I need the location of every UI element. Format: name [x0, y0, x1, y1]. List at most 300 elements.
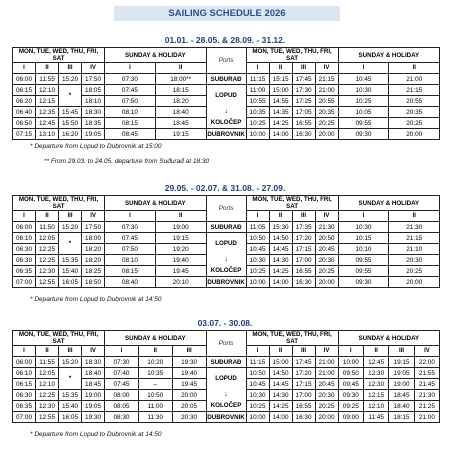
time-cell: 10:45 — [246, 244, 269, 255]
time-cell: 19:15 — [155, 233, 206, 244]
time-cell: 17:05 — [292, 107, 315, 118]
time-cell: 11:50 — [36, 222, 59, 233]
weekday-header-left: MON, TUE, WED, THU, FRI, SAT — [13, 196, 105, 211]
time-cell: 14:45 — [269, 379, 292, 390]
section-title: 03.07. - 30.08. — [197, 318, 253, 328]
table-row — [13, 118, 440, 129]
ports-header: Ports — [206, 331, 246, 357]
time-cell: 11:00 — [138, 401, 172, 412]
time-cell: 12:30 — [363, 368, 388, 379]
time-cell: 21:00 — [389, 74, 440, 85]
table-row — [13, 233, 440, 244]
section-title: 01.01. - 28.05. & 28.09. - 31.12. — [164, 35, 286, 45]
time-cell: 10:25 — [338, 96, 389, 107]
time-cell: 06:30 — [13, 244, 36, 255]
time-cell: 20:35 — [315, 107, 338, 118]
time-cell: 19:05 — [82, 129, 105, 140]
footnote-marker: * — [59, 85, 82, 107]
time-cell: 10:50 — [246, 233, 269, 244]
time-cell: 09:50 — [338, 368, 363, 379]
time-cell: 12:25 — [36, 390, 59, 401]
time-cell: 09:00 — [338, 412, 363, 423]
departure-number: II — [363, 346, 388, 357]
departure-number: IV — [82, 211, 105, 222]
time-cell: 18:05 — [82, 85, 105, 96]
departure-number: III — [59, 346, 82, 357]
time-cell: 08:00 — [105, 390, 139, 401]
departure-number: I — [105, 211, 156, 222]
time-cell: 08:40 — [105, 277, 156, 288]
time-cell: 20:45 — [315, 379, 338, 390]
time-cell: 10:00 — [246, 277, 269, 288]
time-cell: 12:05 — [36, 233, 59, 244]
time-cell: 16:55 — [292, 118, 315, 129]
departure-number: II — [36, 63, 59, 74]
time-cell: 21:45 — [414, 379, 439, 390]
port-kolocep: KOLOČEP — [206, 401, 246, 412]
time-cell: 14:50 — [269, 233, 292, 244]
weekday-header-left: MON, TUE, WED, THU, FRI, SAT — [13, 331, 105, 346]
time-cell: 10:50 — [246, 368, 269, 379]
departure-number: III — [292, 346, 315, 357]
time-cell: 17:30 — [292, 85, 315, 96]
time-cell: 20:00 — [172, 390, 206, 401]
time-cell: 21:15 — [389, 85, 440, 96]
table-row — [13, 107, 440, 118]
departure-number: II — [269, 346, 292, 357]
time-cell: 14:55 — [269, 96, 292, 107]
footnote: * Departure from Lopud to Dubrovnik at 14:50 — [30, 296, 162, 303]
time-cell: 17:15 — [292, 244, 315, 255]
time-cell: 07:45 — [105, 85, 156, 96]
time-cell: 06:40 — [13, 107, 36, 118]
time-cell: 09:25 — [338, 401, 363, 412]
departure-number: I — [13, 346, 36, 357]
time-cell: 21:25 — [414, 401, 439, 412]
table-row — [13, 401, 440, 412]
time-cell: 18:45 — [389, 390, 414, 401]
time-cell: 18:15 — [389, 412, 414, 423]
time-cell: 11:15 — [246, 74, 269, 85]
table-row — [13, 85, 440, 96]
time-cell: 21:10 — [389, 244, 440, 255]
time-cell: 11:30 — [138, 412, 172, 423]
time-cell: 07:45 — [105, 233, 156, 244]
time-cell: 18:45 — [155, 118, 206, 129]
time-cell: 20:55 — [315, 96, 338, 107]
time-cell: 08:10 — [105, 255, 156, 266]
time-cell: 19:15 — [155, 129, 206, 140]
time-cell: 10:20 — [138, 357, 172, 368]
weekend-header-right: SUNDAY & HOLIDAY — [338, 196, 440, 211]
departure-number: II — [269, 211, 292, 222]
time-cell: 21:15 — [389, 233, 440, 244]
departure-number: III — [292, 63, 315, 74]
page-title: SAILING SCHEDULE 2026 — [114, 6, 340, 21]
time-cell: 12:10 — [36, 379, 59, 390]
time-cell: 06:30 — [13, 255, 36, 266]
departure-number: I — [105, 346, 139, 357]
header-row — [13, 331, 440, 346]
time-cell: 06:10 — [13, 233, 36, 244]
time-cell: 16:30 — [292, 277, 315, 288]
time-cell: 15:35 — [59, 390, 82, 401]
time-cell: 20:30 — [389, 255, 440, 266]
time-cell: 09:30 — [338, 129, 389, 140]
time-cell: 09:55 — [338, 266, 389, 277]
time-cell: 08:10 — [105, 107, 156, 118]
departure-number: IV — [82, 346, 105, 357]
port-lopud: LOPUD — [206, 233, 246, 255]
time-cell: 19:20 — [155, 244, 206, 255]
time-cell: 19:15 — [389, 357, 414, 368]
time-cell: 19:30 — [82, 412, 105, 423]
table-row — [13, 255, 440, 266]
footnote: * Departure from Lopud to Dubrovnik at 14:50 — [30, 431, 162, 438]
time-cell: 14:00 — [269, 412, 292, 423]
port-dubrovnik: DUBROVNIK — [207, 413, 245, 421]
time-cell: 09:55 — [338, 118, 389, 129]
time-cell: 07:40 — [105, 368, 139, 379]
time-cell: 17:00 — [292, 390, 315, 401]
time-cell: 17:45 — [292, 357, 315, 368]
time-cell: 11:00 — [246, 85, 269, 96]
time-cell: 14:50 — [269, 368, 292, 379]
time-cell: 18:00 — [82, 233, 105, 244]
time-cell: 10:30 — [246, 390, 269, 401]
time-cell: 21:55 — [414, 368, 439, 379]
time-cell: 10:35 — [246, 107, 269, 118]
time-cell: 15:00 — [269, 357, 292, 368]
time-cell: 15:45 — [59, 107, 82, 118]
header-row — [13, 196, 440, 211]
departure-number: I — [13, 63, 36, 74]
table-row — [13, 266, 440, 277]
time-cell: 10:30 — [338, 85, 389, 96]
time-cell: 09:30 — [338, 390, 363, 401]
time-cell: 19:40 — [172, 368, 206, 379]
time-cell: 15:40 — [59, 266, 82, 277]
time-cell: 06:00 — [13, 74, 36, 85]
time-cell: 14:25 — [269, 401, 292, 412]
footnote: ** From 29.03. to 24.05. departure from Suđurađ at 18:30 — [44, 158, 210, 165]
time-cell: 21:00 — [315, 357, 338, 368]
departure-number: III — [59, 211, 82, 222]
time-cell: 20:00 — [315, 129, 338, 140]
footnote-marker: * — [59, 368, 82, 390]
time-cell: 20:55 — [389, 96, 440, 107]
section-title: 29.05. - 02.07. & 31.08. - 27.09. — [164, 183, 286, 193]
table-row — [13, 129, 440, 140]
time-cell: 19:05 — [389, 368, 414, 379]
time-cell: 12:45 — [363, 357, 388, 368]
time-cell: 15:20 — [59, 74, 82, 85]
port-kolocep: KOLOČEP — [206, 118, 246, 129]
departure-number: III — [389, 346, 414, 357]
time-cell: 20:00 — [389, 277, 440, 288]
weekday-header-right: MON, TUE, WED, THU, FRI, SAT — [246, 331, 338, 346]
time-cell: 19:00 — [82, 390, 105, 401]
time-cell: 07:15 — [13, 129, 36, 140]
time-cell: 09:55 — [338, 255, 389, 266]
time-cell: 17:50 — [82, 74, 105, 85]
footnote-marker: * — [59, 233, 82, 255]
time-cell: 07:30 — [105, 222, 156, 233]
time-cell: 17:15 — [292, 379, 315, 390]
time-cell: 11:05 — [246, 222, 269, 233]
timetable — [12, 195, 440, 288]
departure-number: II — [155, 211, 206, 222]
time-cell: 10:00 — [246, 129, 269, 140]
time-cell: 20:05 — [172, 401, 206, 412]
time-cell: 10:55 — [246, 96, 269, 107]
departure-number: III — [292, 211, 315, 222]
time-cell: 10:35 — [138, 368, 172, 379]
time-cell: 20:25 — [315, 118, 338, 129]
time-cell: 21:00 — [315, 85, 338, 96]
departure-number: I — [338, 63, 389, 74]
port-lopud: LOPUD — [206, 368, 246, 390]
time-cell: 14:30 — [269, 255, 292, 266]
time-cell: 10:45 — [338, 74, 389, 85]
time-cell: 19:45 — [155, 266, 206, 277]
time-cell: 16:30 — [292, 412, 315, 423]
header-row — [13, 48, 440, 63]
table-row — [13, 74, 440, 85]
departure-number: III — [172, 346, 206, 357]
time-cell: 16:30 — [292, 129, 315, 140]
port-sudurad: SUĐURAĐ — [206, 74, 246, 85]
time-cell: 21:00 — [414, 412, 439, 423]
departure-number: II — [138, 346, 172, 357]
time-cell: 06:00 — [13, 357, 36, 368]
departure-number: I — [246, 63, 269, 74]
time-cell: 14:00 — [269, 277, 292, 288]
table-row — [13, 222, 440, 233]
time-cell: 11:55 — [36, 74, 59, 85]
time-cell: 10:00 — [246, 412, 269, 423]
time-cell: 20:30 — [315, 390, 338, 401]
time-cell: 18:40 — [82, 368, 105, 379]
time-cell: 12:30 — [36, 266, 59, 277]
time-cell: 13:10 — [36, 129, 59, 140]
weekday-header-right: MON, TUE, WED, THU, FRI, SAT — [246, 196, 338, 211]
time-cell: 08:15 — [105, 266, 156, 277]
time-cell: 14:00 — [269, 129, 292, 140]
time-cell: 12:55 — [36, 412, 59, 423]
time-cell: 20:00 — [315, 277, 338, 288]
time-cell: 12:30 — [363, 379, 388, 390]
port-sudurad: SUĐURAĐ — [206, 357, 246, 368]
time-cell: 14:25 — [269, 266, 292, 277]
departure-number: II — [389, 211, 440, 222]
time-cell: 17:25 — [292, 96, 315, 107]
table-row — [13, 412, 440, 423]
time-cell: 06:15 — [13, 379, 36, 390]
time-cell: 18:40 — [155, 107, 206, 118]
time-cell: 10:25 — [246, 266, 269, 277]
time-cell: 22:00 — [414, 357, 439, 368]
down-arrow-icon: ↓ — [206, 107, 246, 118]
time-cell: 12:30 — [36, 401, 59, 412]
departure-number: IV — [315, 63, 338, 74]
time-cell: 15:20 — [59, 357, 82, 368]
time-cell: 06:20 — [13, 96, 36, 107]
time-cell: 12:15 — [363, 390, 388, 401]
time-cell: 12:05 — [36, 368, 59, 379]
departure-number: I — [246, 346, 269, 357]
timetable — [12, 330, 440, 423]
time-cell: 18:15 — [155, 85, 206, 96]
time-cell: 07:00 — [13, 277, 36, 288]
time-cell: 07:50 — [105, 96, 156, 107]
time-cell: 17:45 — [292, 74, 315, 85]
weekday-header-right: MON, TUE, WED, THU, FRI, SAT — [246, 48, 338, 63]
time-cell: 18:25 — [82, 266, 105, 277]
port-kolocep: KOLOČEP — [206, 266, 246, 277]
time-cell: 15:30 — [269, 222, 292, 233]
time-cell: 20:00 — [315, 412, 338, 423]
time-cell: 20:45 — [315, 244, 338, 255]
departure-number: I — [13, 211, 36, 222]
time-cell: 08:30 — [105, 412, 139, 423]
time-cell: 06:10 — [13, 368, 36, 379]
time-cell: 14:30 — [269, 390, 292, 401]
time-cell: 16:05 — [59, 277, 82, 288]
time-cell: 12:45 — [36, 118, 59, 129]
weekend-header-left: SUNDAY & HOLIDAY — [105, 48, 207, 63]
time-cell: 07:30 — [105, 357, 139, 368]
time-cell: 20:00 — [389, 129, 440, 140]
time-cell: 21:30 — [389, 222, 440, 233]
time-cell: 17:20 — [292, 233, 315, 244]
time-cell: 07:45 — [105, 379, 139, 390]
departure-number: II — [155, 63, 206, 74]
time-cell: 15:00 — [269, 85, 292, 96]
time-cell: 10:00 — [338, 357, 363, 368]
time-cell: 06:35 — [13, 266, 36, 277]
time-cell: 18:40 — [389, 401, 414, 412]
departure-number: IV — [414, 346, 439, 357]
time-cell: 20:10 — [155, 277, 206, 288]
time-cell: 12:10 — [36, 85, 59, 96]
time-cell: 10:25 — [246, 118, 269, 129]
table-row — [13, 390, 440, 401]
time-cell: 18:35 — [82, 118, 105, 129]
ports-header: Ports — [206, 48, 246, 74]
time-cell: 12:25 — [36, 255, 59, 266]
departure-number: IV — [315, 346, 338, 357]
time-cell: 20:25 — [315, 266, 338, 277]
time-cell: 20:30 — [315, 255, 338, 266]
time-cell: 17:20 — [292, 368, 315, 379]
time-cell: 10:45 — [246, 379, 269, 390]
time-cell: 15:20 — [59, 222, 82, 233]
time-cell: 19:00 — [389, 379, 414, 390]
time-cell: 11:15 — [246, 357, 269, 368]
time-cell: 14:25 — [269, 118, 292, 129]
time-cell: 18:20 — [82, 255, 105, 266]
time-cell: 11:45 — [363, 412, 388, 423]
time-cell: 18:20 — [82, 244, 105, 255]
time-cell: 07:00 — [13, 412, 36, 423]
time-cell: 18:20 — [155, 96, 206, 107]
time-cell: 15:50 — [59, 118, 82, 129]
time-cell: 10:05 — [338, 107, 389, 118]
time-cell: 15:40 — [59, 401, 82, 412]
time-cell: 12:55 — [36, 277, 59, 288]
time-cell: 15:15 — [269, 74, 292, 85]
time-cell: 09:45 — [338, 379, 363, 390]
time-cell: 18:10 — [82, 96, 105, 107]
time-cell: 14:35 — [269, 107, 292, 118]
down-arrow-icon: ↓ — [206, 255, 246, 266]
time-cell: 20:25 — [315, 401, 338, 412]
departure-number: II — [36, 211, 59, 222]
time-cell: 09:30 — [338, 277, 389, 288]
time-cell: 10:30 — [246, 255, 269, 266]
down-arrow-icon: ↓ — [206, 390, 246, 401]
time-cell: 18:50 — [82, 277, 105, 288]
time-cell: 14:45 — [269, 244, 292, 255]
time-cell: 20:25 — [389, 118, 440, 129]
departure-number: I — [338, 346, 363, 357]
time-cell: 12:25 — [36, 244, 59, 255]
time-cell: 10:50 — [138, 390, 172, 401]
port-lopud: LOPUD — [206, 85, 246, 107]
time-cell: 17:00 — [292, 255, 315, 266]
time-cell: 10:10 — [338, 244, 389, 255]
time-cell: 06:15 — [13, 85, 36, 96]
time-cell: 20:50 — [315, 233, 338, 244]
departure-number: III — [59, 63, 82, 74]
departure-number: I — [338, 211, 389, 222]
time-cell: 08:45 — [105, 129, 156, 140]
weekend-header-right: SUNDAY & HOLIDAY — [338, 331, 440, 346]
departure-number: I — [246, 211, 269, 222]
time-cell: 18:00** — [155, 74, 206, 85]
time-cell: 18:30 — [82, 357, 105, 368]
time-cell: 06:00 — [13, 222, 36, 233]
time-cell: 16:20 — [59, 129, 82, 140]
time-cell: 07:50 — [105, 244, 156, 255]
time-cell: – — [138, 379, 172, 390]
time-cell: 10:15 — [338, 233, 389, 244]
time-cell: 16:55 — [292, 401, 315, 412]
time-cell: 19:05 — [82, 401, 105, 412]
time-cell: 19:00 — [155, 222, 206, 233]
footnote: * Departure from Lopud to Dubrovnik at 15:00 — [30, 143, 162, 150]
time-cell: 07:30 — [105, 74, 156, 85]
time-cell: 21:15 — [315, 74, 338, 85]
departure-number: II — [389, 63, 440, 74]
table-row — [13, 277, 440, 288]
departure-number: II — [269, 63, 292, 74]
table-row — [13, 368, 440, 379]
departure-number: I — [105, 63, 156, 74]
time-cell: 20:25 — [389, 266, 440, 277]
timetable — [12, 47, 440, 140]
ports-header: Ports — [206, 196, 246, 222]
time-cell: 12:15 — [36, 96, 59, 107]
time-cell: 16:05 — [59, 412, 82, 423]
time-cell: 21:30 — [315, 222, 338, 233]
time-cell: 10:30 — [338, 222, 389, 233]
time-cell: 17:50 — [82, 222, 105, 233]
time-cell: 12:10 — [363, 401, 388, 412]
time-cell: 08:15 — [105, 118, 156, 129]
table-row — [13, 357, 440, 368]
